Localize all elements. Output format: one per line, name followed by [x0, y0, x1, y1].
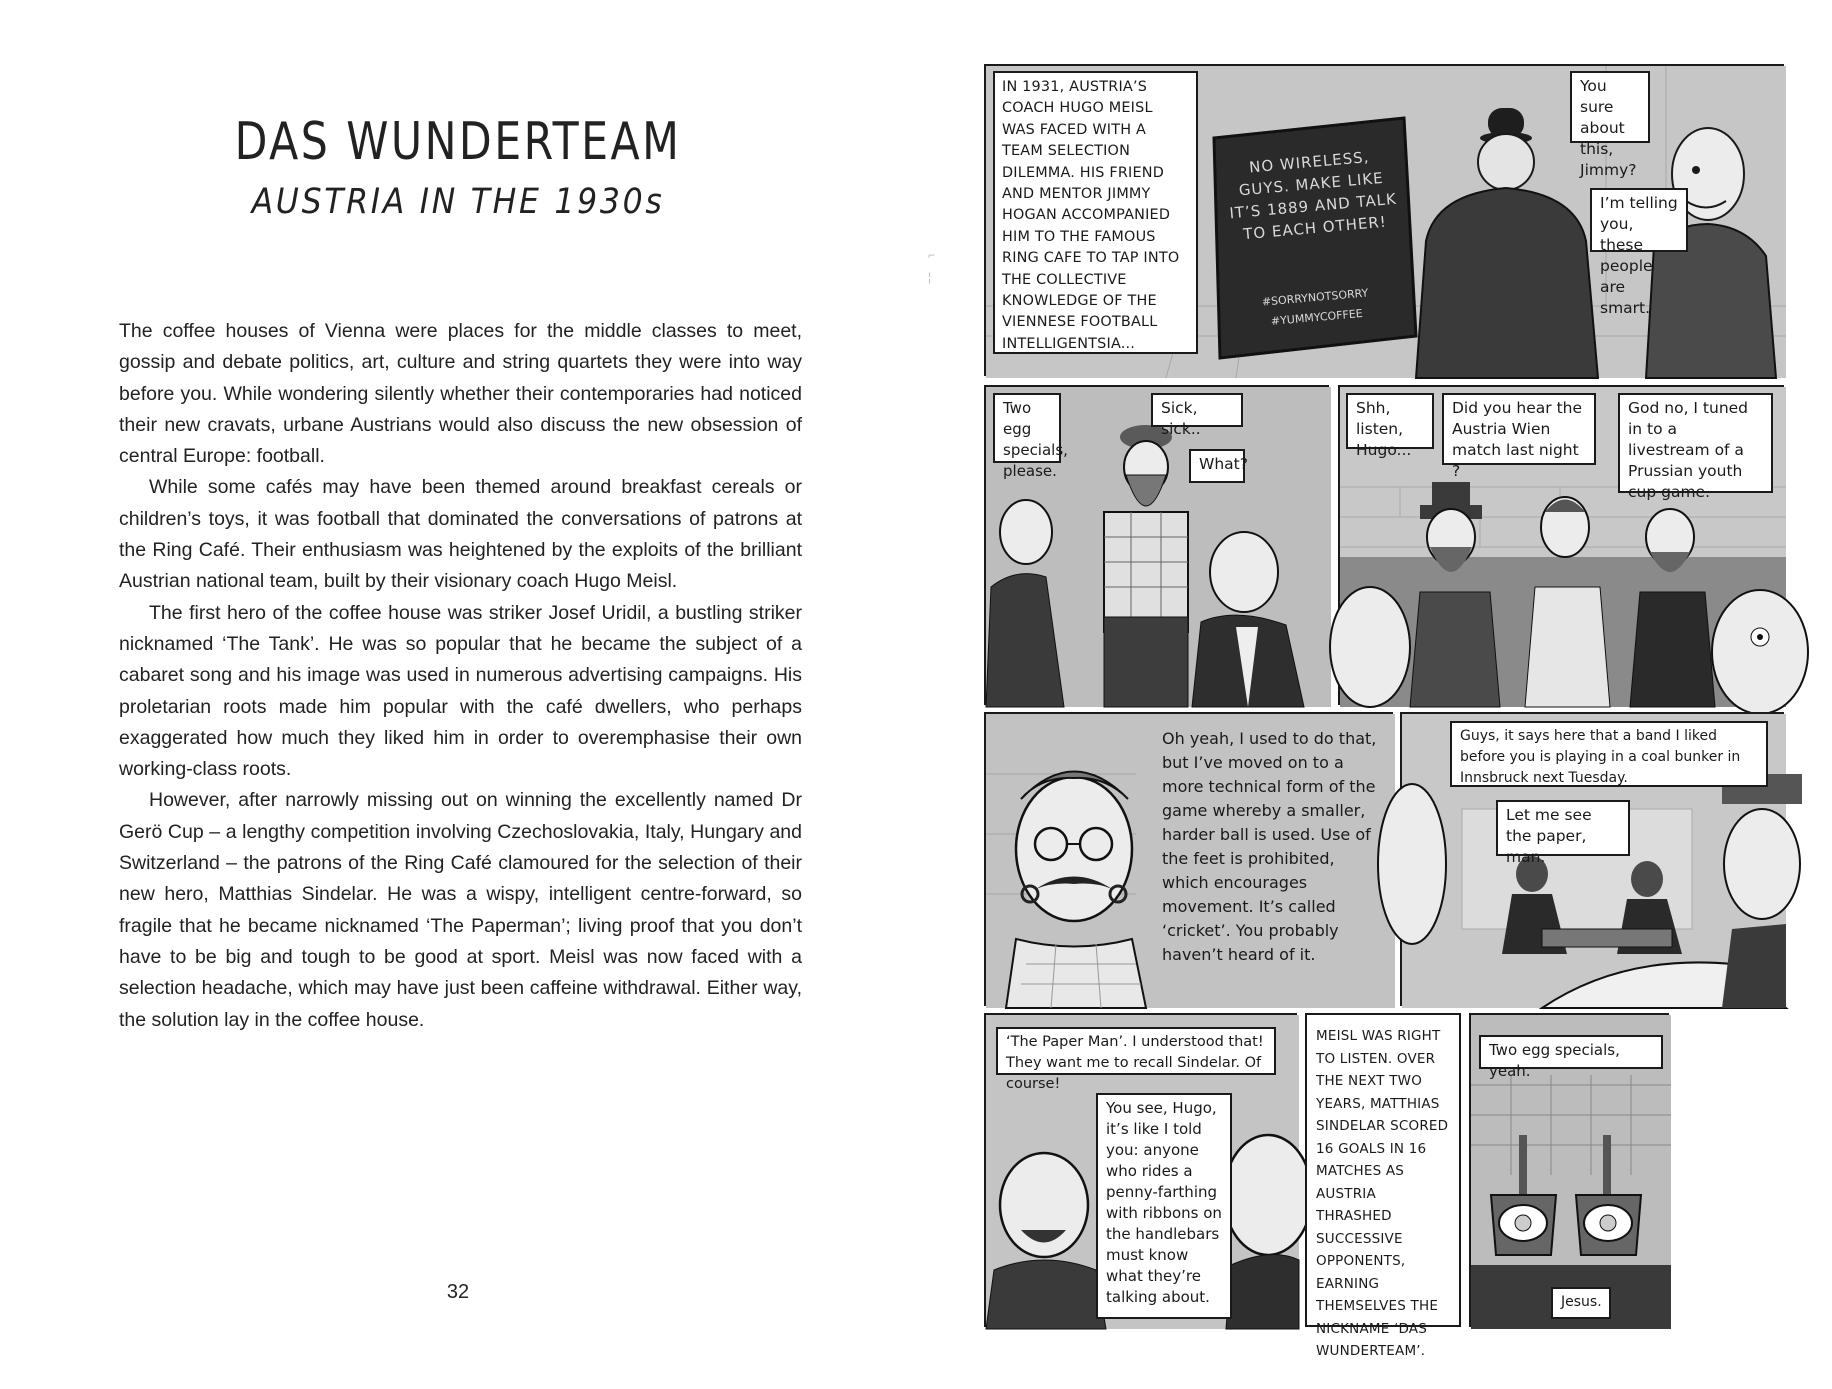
- paragraph-4: However, after narrowly missing out on winning the excellently named Dr Gerö Cup – a lengthy competition involving Czechoslovakia, Italy, Hungary and Switzerland – the patrons of the Ring Café clamoured for the selection of their new hero, Matthias Sindelar. He was a wispy, intelligent centre-forward, so fragile that he became nicknamed ‘The Paperman’; living proof that you don’t have to be big and tough to be good at sport. Meisl was now faced with a selection headache, which may have just been caffeine withdrawal. Either way, the solution lay in the coffee house.: [119, 789, 802, 1031]
- speech-cricket: Oh yeah, I used to do that, but I’ve moved on to a more technical form of the game whereby a smaller, harder ball is used. Use of the feet is prohibited, which encourages movement. It’s called ‘cricket’. You probably haven’t heard of it.: [1162, 729, 1377, 964]
- speech-bubble-penny-farthing: You see, Hugo, it’s like I told you: anyone who rides a penny-farthing with ribbons on the handlebars must know what they’re talking about.: [1096, 1093, 1232, 1319]
- speech-bubble-sick: Sick, sick..: [1151, 393, 1243, 427]
- chalkboard-hashtags: #SORRYNOTSORRY #YUMMYCOFFEE: [1261, 286, 1369, 328]
- paragraph-1: The coffee houses of Vienna were places for the middle classes to meet, gossip and debate politics, art, culture and string quartets they were into way before you. While wondering silently whether their contemporaries had noticed their new cravats, urbane Austrians would also discuss the new obsession of central Europe: football.: [119, 320, 802, 468]
- chapter-subtitle: AUSTRIA IN THE 1930s: [251, 182, 665, 222]
- speech-bubble-livestream: God no, I tuned in to a livestream of a Prussian youth cup game.: [1618, 393, 1773, 493]
- panel-1-caption: IN 1931, AUSTRIA’S COACH HUGO MEISL WAS FACED WITH A TEAM SELECTION DILEMMA. HIS FRIEND AND MENTOR JIMMY HOGAN ACCOMPANIED HIM TO THE FAMOUS RING CAFE TO TAP INTO THE COLLECTIVE KNOWLEDGE OF THE VIENNESE FOOTBALL INTELLIGENTSIA...: [993, 71, 1198, 354]
- gutter-mark: ⌐: [928, 248, 936, 262]
- comic-panel-5: [1400, 712, 1784, 1006]
- comic-page: [916, 0, 1832, 1389]
- speech-bubble-what: What?: [1189, 449, 1245, 483]
- comic-panel-4: [984, 712, 1393, 1006]
- chalkboard-text: NO WIRELESS, GUYS. MAKE LIKE IT’S 1889 AND TALK TO EACH OTHER!: [1228, 147, 1398, 244]
- panel-7-caption: MEISL WAS RIGHT TO LISTEN. OVER THE NEXT TWO YEARS, MATTHIAS SINDELAR SCORED 16 GOALS IN 16 MATCHES AS AUSTRIA THRASHED SUCCESSIVE OPPONENTS, EARNING THEMSELVES THE NICKNAME ‘DAS WUNDERTEAM’.: [1316, 1028, 1449, 1359]
- comic-panel-2: [984, 385, 1329, 705]
- speech-bubble-let-me-see: Let me see the paper, man.: [1496, 800, 1630, 856]
- comic-panel-3: [1338, 385, 1784, 705]
- speech-bubble-two-egg-specials: Two egg specials, please.: [993, 393, 1061, 463]
- comic-panel-8: [1469, 1013, 1669, 1327]
- speech-bubble-telling-you: I’m telling you, these people are smart.: [1590, 188, 1688, 252]
- speech-bubble-shh-listen: Shh, listen, Hugo...: [1346, 393, 1434, 449]
- gutter-mark: ¦: [928, 270, 932, 284]
- chapter-title: DAS WUNDERTEAM: [234, 112, 682, 172]
- page-number: 32: [446, 1281, 470, 1303]
- paragraph-2: While some cafés may have been themed around breakfast cereals or children’s toys, it was football that dominated the conversations of patrons at the Ring Café. Their enthusiasm was heightened by the exploits of the brilliant Austrian national team, built by their visionary coach Hugo Meisl.: [119, 476, 802, 593]
- paragraph-3: The first hero of the coffee house was striker Josef Uridil, a bustling striker nicknamed ‘The Tank’. He was so popular that he became the subject of a cabaret song and his image was used in numerous advertising campaigns. His proletarian roots made him popular with the café dwellers, who perhaps exaggerated how much they liked him in order to overemphasise their own working-class roots.: [119, 601, 802, 781]
- comic-panel-7: [1305, 1013, 1461, 1359]
- speech-bubble-jesus: Jesus.: [1551, 1287, 1611, 1319]
- body-text: [119, 316, 802, 1036]
- speech-bubble-paper-man: ‘The Paper Man’. I understood that! They want me to recall Sindelar. Of course!: [996, 1027, 1276, 1075]
- speech-bubble-you-sure: You sure about this, Jimmy?: [1570, 71, 1650, 143]
- speech-bubble-austria-wien: Did you hear the Austria Wien match last night ?: [1442, 393, 1596, 465]
- comic-panel-6: [984, 1013, 1297, 1327]
- speech-bubble-band-in-innsbruck: Guys, it says here that a band I liked before you is playing in a coal bunker in Innsbruck next Tuesday.: [1450, 721, 1768, 787]
- speech-bubble-two-egg-specials-yeah: Two egg specials, yeah.: [1479, 1035, 1663, 1069]
- comic-panel-1: [984, 64, 1784, 376]
